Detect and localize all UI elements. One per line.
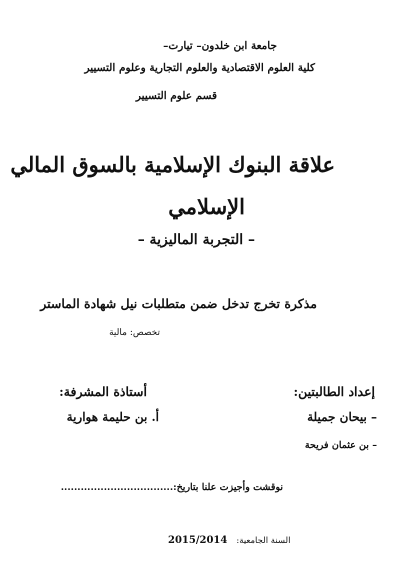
student-name-1: – بيحان جميلة <box>307 410 377 424</box>
thesis-title-line2: الإسلامي <box>168 194 245 219</box>
students-label: إعداد الطالبتين: <box>293 384 375 399</box>
university-name: جامعة ابن خلدون– تيارت– <box>163 40 277 52</box>
supervisor-name: أ. بن حليمة هوارية <box>66 410 159 424</box>
specialty: تخصص: مالية <box>109 328 160 338</box>
academic-year-value: 2015/2014 <box>168 535 228 546</box>
department-name: قسم علوم التسيير <box>135 90 217 102</box>
supervisor-label: أستاذة المشرفة: <box>59 384 147 399</box>
faculty-name: كلية العلوم الاقتصادية والعلوم التجارية وعلوم التسيير <box>84 62 315 74</box>
academic-year <box>168 528 290 547</box>
thesis-subtitle: – التجربة الماليزية – <box>137 232 255 248</box>
thesis-title-line1: علاقة البنوك الإسلامية بالسوق المالي <box>10 152 335 177</box>
academic-year-label: السنة الجامعية: <box>236 536 291 546</box>
memo-statement: مذكرة تخرج تدخل ضمن متطلبات نيل شهادة الماستر <box>40 296 317 311</box>
student-name-2: – بن عثمان فريحة <box>304 440 377 451</box>
defense-date-line: نوقشت وأجيزت علنا بتاريخ:.................................. <box>60 482 283 493</box>
